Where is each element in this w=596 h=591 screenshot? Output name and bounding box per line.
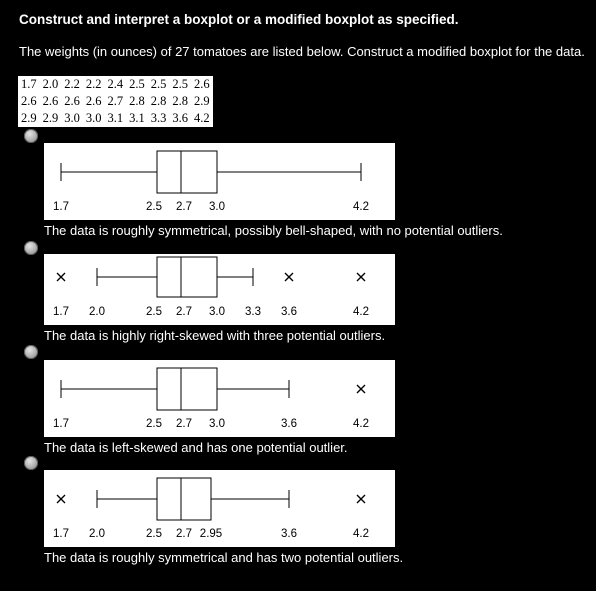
data-cell: 2.9 [42,111,59,125]
boxplot-chart-c [44,360,395,437]
tick-label: 3.6 [281,306,297,318]
data-cell: 3.0 [85,111,102,125]
data-cell: 3.1 [129,111,145,125]
option-d-radio[interactable] [24,456,38,470]
option-b-caption: The data is highly right-skewed with three potential outliers. [44,328,386,343]
boxplot-chart-b [44,254,395,325]
data-cell: 2.8 [150,94,167,108]
data-row [18,93,213,110]
data-cell: 2.7 [107,94,124,108]
iqr-box [157,478,211,520]
data-cell: 3.6 [172,111,188,125]
tick-label: 4.2 [353,201,369,213]
outlier-marker [357,273,365,281]
question-heading: Construct and interpret a boxplot or a modified boxplot as specified. [19,12,459,27]
tick-label: 2.95 [199,528,223,540]
outlier-marker [57,495,65,503]
data-cell: 2.4 [107,77,124,91]
tick-label: 1.7 [53,528,69,540]
data-row [18,110,213,127]
data-cell: 2.5 [129,77,145,91]
data-cell: 2.6 [85,94,102,108]
tick-label: 2.5 [146,306,162,318]
data-row [18,76,213,93]
tick-label: 3.0 [209,418,225,430]
data-cell: 3.0 [64,111,80,125]
option-a [44,143,503,238]
data-cell: 2.9 [21,111,37,125]
tick-label: 3.3 [245,306,261,318]
data-table [18,76,213,127]
data-cell: 2.0 [42,77,59,91]
data-cell: 2.8 [172,94,188,108]
tick-label: 1.7 [53,201,69,213]
option-a-caption: The data is roughly symmetrical, possibly bell-shaped, with no potential outliers. [44,223,503,238]
tick-label: 3.6 [281,418,297,430]
tick-label: 2.5 [146,201,162,213]
boxplot-chart-d [44,470,395,547]
data-cell: 1.7 [21,77,37,91]
outlier-marker [285,273,293,281]
iqr-box [157,257,217,297]
option-b-radio[interactable] [24,241,38,255]
boxplot-chart-a [44,143,395,220]
tick-label: 4.2 [353,528,369,540]
data-cell: 3.3 [150,111,167,125]
data-cell: 2.5 [172,77,188,91]
option-d [44,470,404,565]
tick-label: 1.7 [53,306,69,318]
option-c [44,360,395,455]
tick-label: 2.7 [176,306,192,318]
data-cell: 2.9 [194,94,210,108]
option-c-caption: The data is left-skewed and has one potential outlier. [44,440,348,455]
data-cell: 2.6 [42,94,59,108]
option-b [44,254,395,343]
data-cell: 2.5 [150,77,167,91]
data-cell: 2.2 [85,77,102,91]
tick-label: 2.7 [176,201,192,213]
tick-label: 2.0 [89,306,105,318]
tick-label: 2.7 [176,528,192,540]
iqr-box [157,151,217,193]
iqr-box [157,368,217,410]
option-a-radio[interactable] [24,129,38,143]
option-d-caption: The data is roughly symmetrical and has two potential outliers. [44,550,404,565]
tick-label: 3.0 [209,306,225,318]
data-cell: 2.6 [21,94,37,108]
tick-label: 2.5 [146,528,162,540]
question-prompt: The weights (in ounces) of 27 tomatoes are listed below. Construct a modified boxplot for the data. [19,44,585,59]
tick-label: 3.6 [281,528,297,540]
data-cell: 2.6 [64,94,80,108]
outlier-marker [357,385,365,393]
outlier-marker [357,495,365,503]
outlier-marker [57,273,65,281]
option-c-radio[interactable] [24,345,38,359]
tick-label: 3.0 [209,201,225,213]
data-cell: 3.1 [107,111,124,125]
tick-label: 2.7 [176,418,192,430]
data-cell: 2.8 [129,94,145,108]
tick-label: 1.7 [53,418,69,430]
data-cell: 2.6 [194,77,210,91]
data-cell: 4.2 [194,111,210,125]
tick-label: 4.2 [353,418,369,430]
tick-label: 2.0 [89,528,105,540]
tick-label: 4.2 [353,306,369,318]
tick-label: 2.5 [146,418,162,430]
data-cell: 2.2 [64,77,80,91]
